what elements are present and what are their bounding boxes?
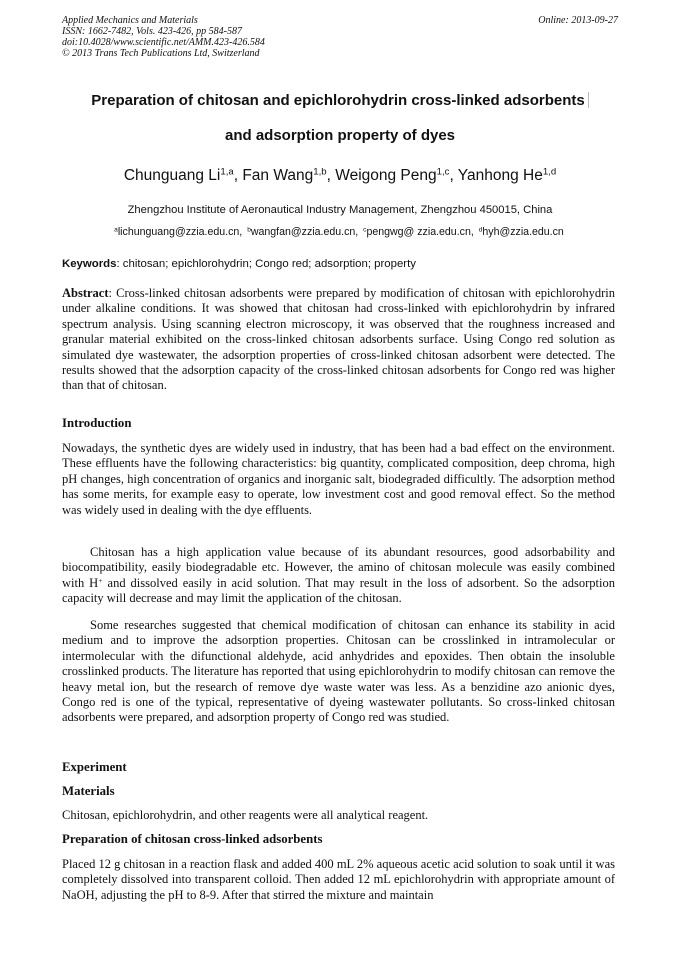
paragraph-text: and dissolved easily in acid solution. That may result in the loss of adsorbent. So the adsorption capacity will decrease and may limit the application of the chitosan. <box>62 575 616 606</box>
email-address[interactable]: wangfan@zzia.edu.cn, <box>250 226 359 238</box>
title-text-1: Preparation of chitosan and epichlorohydrin cross-linked adsorbents <box>91 92 585 109</box>
doi-line[interactable]: doi:10.4028/www.scientific.net/AMM.423-426.584 <box>62 37 265 48</box>
author-separator: , <box>233 167 243 184</box>
paragraph: Placed 12 g chitosan in a reaction flask and added 400 mL 2% aqueous acetic acid solution to soak until it was completely dissolved into transparent colloid. Then added 12 mL epichlorohydrin with appropriate amount of NaOH, adjusting the pH to 8-9. After that stirred the mixture and maintain <box>62 857 615 902</box>
abstract-text: : Cross-linked chitosan adsorbents were prepared by modification of chitosan with epichlorohydrin under alkaline conditions. It was showed that chitosan had cross-linked with epichlorohydrin by infrared spectrum analysis. Using scanning electron microscopy, it was observed that the roughness increased and granular material exhibited on the cross-linked chitosan adsorbents surface. Using Congo red solution as simulated dye wastewater, the adsorption properties of cross-linked chitosan adsorbent were detected. The results showed that the adsorption capacity of the cross-linked chitosan adsorbents for Congo red was higher than that of chitosan. <box>62 286 615 393</box>
email-address[interactable]: hyh@zzia.edu.cn <box>482 226 564 238</box>
publication-header <box>62 15 618 59</box>
paper-title-line-1 <box>62 92 618 110</box>
author-name: Yanhong He <box>457 167 543 184</box>
author-separator: , <box>326 167 336 184</box>
keywords <box>62 258 618 270</box>
author-name: Weigong Peng <box>335 167 437 184</box>
email-list <box>62 226 618 238</box>
affiliation: Zhengzhou Institute of Aeronautical Industry Management, Zhengzhou 450015, China <box>127 204 553 216</box>
email-mark: d <box>478 226 483 234</box>
journal-name: Applied Mechanics and Materials <box>62 15 198 26</box>
text-cursor-mark <box>588 92 589 108</box>
author-affil-mark: 1,c <box>436 166 450 178</box>
author-name: Fan Wang <box>242 167 314 184</box>
paragraph: Chitosan, epichlorohydrin, and other reagents were all analytical reagent. <box>62 808 429 822</box>
paragraph: Nowadays, the synthetic dyes are widely used in industry, that has been had a bad effect on the environment. These effluents have the following characteristics: big quantity, complicated composition, deep chroma, high pH changes, high concentration of organics and inorganic salt, biodegraded difficultly. The adsorption method has some merits, for example easy to operate, low investment cost and good removal effect. So the method was widely used in dealing with the dye effluents. <box>62 441 615 517</box>
copyright-line: © 2013 Trans Tech Publications Ltd, Switzerland <box>62 48 260 59</box>
author-separator: , <box>449 167 458 184</box>
keywords-label: Keywords <box>62 258 117 270</box>
email-mark: a <box>114 226 118 234</box>
abstract-label: Abstract <box>62 286 109 300</box>
superscript: + <box>98 575 103 585</box>
abstract <box>62 286 615 394</box>
author-affil-mark: 1,b <box>313 166 327 178</box>
email-mark: c <box>363 226 367 234</box>
author-affil-mark: 1,d <box>542 166 557 178</box>
section-heading-experiment: Experiment <box>62 760 127 774</box>
section-heading-introduction: Introduction <box>62 416 132 430</box>
email-address[interactable]: lichunguang@zzia.edu.cn, <box>117 226 243 238</box>
email-address[interactable]: pengwg@ zzia.edu.cn, <box>366 226 474 238</box>
keywords-text: : chitosan; epichlorohydrin; Congo red; adsorption; property <box>116 258 416 270</box>
author-affil-mark: 1,a <box>220 166 234 178</box>
online-date: Online: 2013-09-27 <box>538 15 618 26</box>
issn-line: ISSN: 1662-7482, Vols. 423-426, pp 584-587 <box>62 26 242 37</box>
paragraph <box>62 545 615 607</box>
paper-title-line-2: and adsorption property of dyes <box>224 127 456 144</box>
subsection-heading-preparation: Preparation of chitosan cross-linked adsorbents <box>62 832 323 846</box>
subsection-heading-materials: Materials <box>62 784 115 798</box>
paragraph-text: Chitosan has a high application value because of its abundant resources, good adsorbability and biocompatibility, easily biodegradable etc. However, the amino of chitosan molecule was easily combined with H <box>62 545 615 590</box>
email-mark: b <box>247 226 251 234</box>
author-list <box>62 166 618 186</box>
author-name: Chunguang Li <box>123 167 221 184</box>
paragraph: Some researches suggested that chemical modification of chitosan can enhance its stability in acid medium and to improve the adsorption properties. Chitosan can be crosslinked in intramolecular or intermolecular with the difunctional aldehyde, acid anhydrides and epoxides. Then obtain the insoluble crosslinked products. The literature has reported that using epichlorohydrin to modify chitosan can remove the heavy metal ion, but the research of remove dye waste water was less. As a benzidine azo anionic dyes, Congo red is one of the typical, representative of dyeing wastewater pollutants. So cross-linked chitosan adsorbents were prepared, and adsorption property of Congo red was studied. <box>62 618 615 725</box>
